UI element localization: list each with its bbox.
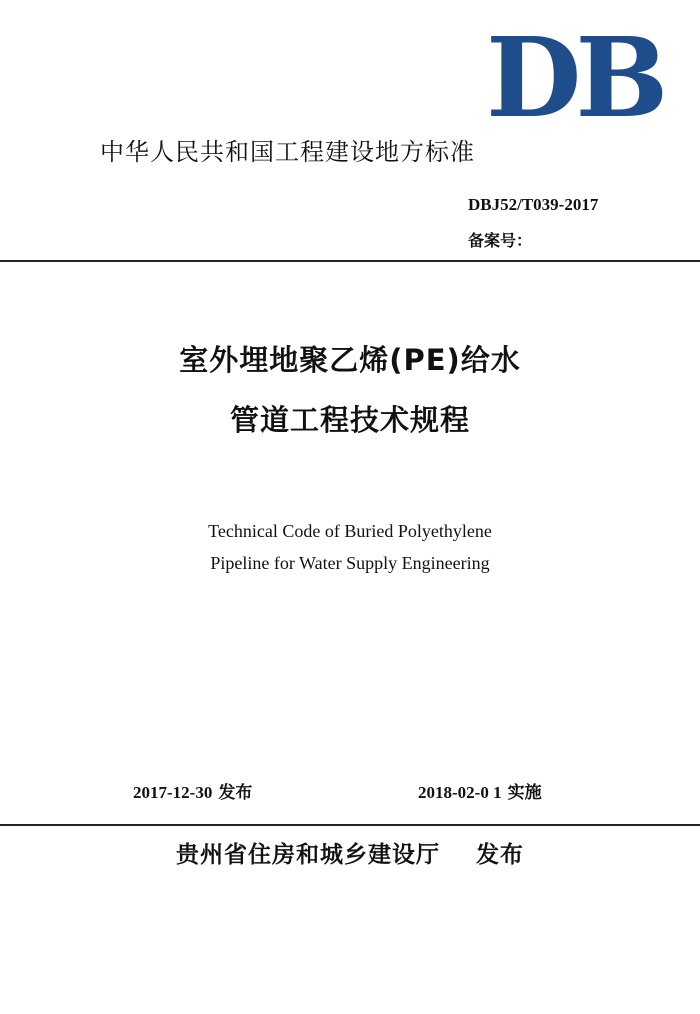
filing-number-label: 备案号： xyxy=(468,231,533,250)
top-divider xyxy=(0,260,700,262)
issue-date: 2017-12-30 xyxy=(133,783,213,802)
chinese-title-line-1: 室外埋地聚乙烯(PE)给水 xyxy=(179,343,521,377)
bottom-divider xyxy=(0,824,700,826)
publisher-action: 发布 xyxy=(476,842,525,868)
publisher-name: 贵州省住房和城乡建设厅 xyxy=(176,842,440,868)
issue-label: 发布 xyxy=(218,783,253,803)
db-logo: DB xyxy=(486,13,663,142)
english-title-line-1: Technical Code of Buried Polyethylene xyxy=(208,521,492,541)
publisher-line xyxy=(176,836,524,869)
chinese-title-line-2: 管道工程技术规程 xyxy=(229,403,470,437)
standard-category-heading: 中华人民共和国工程建设地方标准 xyxy=(100,138,475,166)
implementation-date: 2018-02-0 1 xyxy=(418,783,502,802)
standard-code: DBJ52/T039-2017 xyxy=(468,195,599,214)
issue-date-block xyxy=(133,778,252,803)
implementation-date-block xyxy=(418,778,542,803)
implementation-label: 实施 xyxy=(507,783,542,803)
english-title-line-2: Pipeline for Water Supply Engineering xyxy=(210,553,490,573)
